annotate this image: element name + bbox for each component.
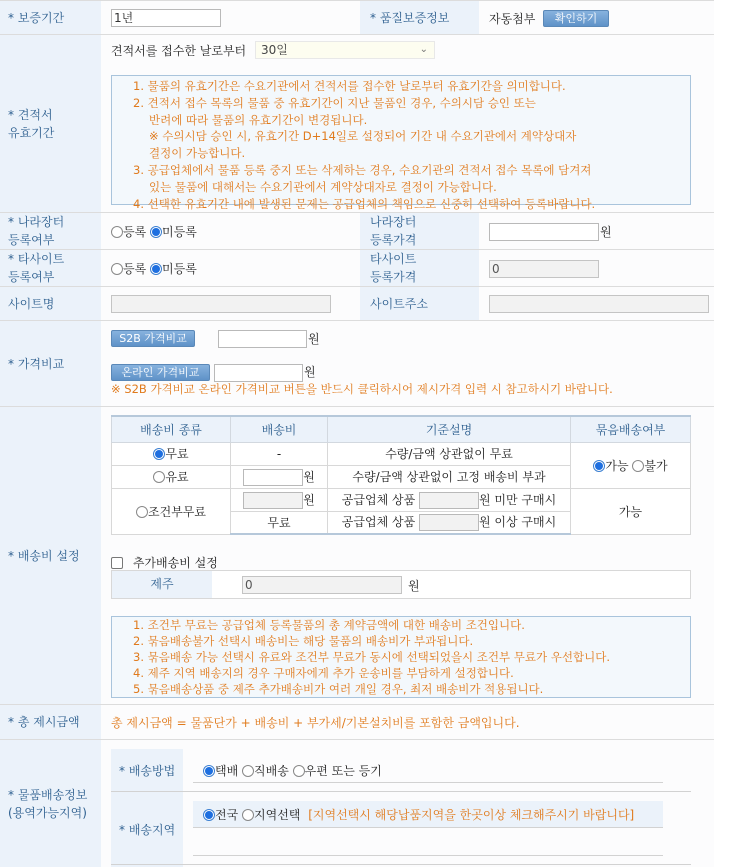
divider (111, 791, 691, 792)
notice-line: 결정이 가능합니다. (149, 146, 246, 161)
region-radio-select[interactable] (242, 809, 254, 821)
other-site-label-line2: 등록여부 (8, 270, 55, 284)
warranty-label: * 보증기간 (0, 1, 101, 34)
quote-validity-label-line2: 유효기간 (8, 125, 55, 140)
delivery-label-line2: (용역가능지역) (8, 805, 87, 820)
notice-line: 4. 제주 지역 배송지의 경우 구매자에게 추가 운송비를 부담하게 설정합니다. (133, 666, 514, 680)
quality-confirm-button[interactable]: 확인하기 (543, 10, 609, 27)
other-site-label-line1: * 타사이트 (8, 252, 65, 266)
quote-validity-label-line1: * 견적서 (8, 107, 53, 122)
col-header: 기준설명 (328, 416, 571, 442)
notice-line: 있는 물품에 대해서는 수요기관에서 계약상대자로 결정이 가능합니다. (149, 179, 497, 194)
nara-price-input[interactable] (489, 223, 599, 241)
other-site-radio-unregistered-label: 미등록 (162, 262, 197, 276)
nara-price-unit: 원 (600, 225, 612, 239)
site-url-input[interactable] (489, 295, 709, 313)
quote-validity-row (0, 35, 714, 213)
region-radio-nationwide[interactable] (203, 809, 215, 821)
nara-label-line1: * 나라장터 (8, 215, 65, 229)
other-site-price-input[interactable]: 0 (489, 260, 599, 278)
desc-suffix: 원 이상 구매시 (479, 515, 557, 530)
delivery-method-label: * 배송방법 (111, 749, 183, 792)
quality-label: * 품질보증정보 (360, 1, 479, 34)
site-url-label: 사이트주소 (360, 287, 479, 320)
notice-line: 3. 공급업체에서 물품 등록 중지 또는 삭제하는 경우, 수요기관의 견적서 접수 목록에 담겨져 (133, 162, 592, 177)
nara-label (0, 213, 101, 249)
delivery-region-label: * 배송지역 (111, 792, 183, 867)
shipping-fee (231, 465, 328, 488)
nara-row (0, 213, 714, 250)
site-row (0, 287, 714, 321)
shipping-type-label: 무료 (165, 447, 189, 461)
delivery-label-line1: * 물품배송정보 (8, 787, 88, 802)
notice-line: 2. 견적서 접수 목록의 물품 중 유효기간이 지난 물품인 경우, 수의시담 승인 또는 (133, 95, 536, 110)
nara-radio-registered[interactable] (111, 226, 123, 238)
other-site-radio-registered-label: 등록 (123, 262, 147, 276)
bundle-no-label: 불가 (644, 458, 668, 473)
delivery-row (0, 740, 714, 867)
delivery-label (0, 740, 101, 867)
divider (111, 864, 691, 865)
jeju-fee-input[interactable]: 0 (242, 576, 402, 594)
region-label-1: 지역선택 (254, 808, 301, 822)
other-site-label (0, 250, 101, 286)
delivery-method-label-2: 우편 또는 등기 (304, 764, 382, 778)
delivery-radio-parcel[interactable] (203, 765, 215, 777)
desc-prefix: 공급업체 상품 (341, 515, 416, 530)
fee-unit: 원 (303, 492, 315, 507)
jeju-label: 제주 (112, 571, 212, 598)
shipping-fee-free: 무료 (231, 511, 328, 534)
online-price-input[interactable] (214, 364, 303, 382)
desc-suffix: 원 미만 구매시 (479, 492, 557, 507)
bundle-radio-yes[interactable] (593, 460, 605, 472)
site-name-label: 사이트명 (0, 287, 101, 320)
other-site-radio-group (111, 260, 197, 277)
shipping-desc (328, 488, 571, 511)
divider (193, 855, 663, 856)
quote-validity-notice (111, 75, 691, 211)
delivery-method-label-1: 직배송 (254, 764, 289, 778)
bundle-radio-group (571, 442, 691, 488)
warranty-input[interactable]: 1년 (111, 9, 221, 27)
online-price-compare-button[interactable]: 온라인 가격비교 (111, 364, 210, 381)
table-row (112, 442, 691, 465)
shipping-type-free (112, 442, 231, 465)
conditional-above-input[interactable] (419, 514, 479, 531)
paid-fee-input[interactable] (243, 469, 303, 486)
jeju-row (111, 570, 691, 599)
shipping-type-label: 조건부무료 (148, 504, 206, 519)
shipping-desc: 수량/금액 상관없이 무료 (328, 442, 571, 465)
shipping-row (0, 407, 714, 705)
shipping-desc (328, 511, 571, 534)
desc-prefix: 공급업체 상품 (341, 492, 416, 507)
notice-line: 3. 묶음배송 가능 선택시 유료와 조건부 무료가 동시에 선택되었을시 조건부 무료가 우선합니다. (133, 650, 610, 664)
notice-line: 4. 선택한 유효기간 내에 발생된 문제는 공급업체의 책임으로 신중히 선택하여 등록바랍니다. (133, 196, 596, 211)
price-compare-note: ※ S2B 가격비교 온라인 가격비교 버튼을 반드시 클릭하시어 제시가격 입력 시 참고하시기 바랍니다. (111, 382, 613, 396)
shipping-fee (231, 488, 328, 511)
other-site-radio-registered[interactable] (111, 263, 123, 275)
nara-radio-unregistered-label: 미등록 (162, 225, 197, 239)
notice-line: 1. 물품의 유효기간은 수요기관에서 견적서를 접수한 날로부터 유효기간을 의미합니다. (133, 79, 566, 93)
col-header: 배송비 종류 (112, 416, 231, 442)
notice-line: 5. 묶음배송상품 중 제주 추가배송비가 여러 개일 경우, 최저 배송비가 적용됩니다. (133, 682, 544, 696)
quote-validity-prefix: 견적서를 접수한 날로부터 (111, 44, 247, 58)
notice-line: 1. 조건부 무료는 공급업체 등록물품의 총 계약금액에 대한 배송비 조건입니다. (133, 618, 525, 632)
delivery-radio-post[interactable] (293, 765, 305, 777)
online-price-unit: 원 (304, 365, 316, 379)
region-note: [지역선택시 해당납품지역을 한곳이상 체크해주시기 바랍니다] (308, 808, 635, 822)
total-note: 총 제시금액 = 물품단가 + 배송비 + 부가세/기본설치비를 포함한 금액입니다. (111, 716, 520, 730)
fee-unit: 원 (303, 469, 315, 484)
shipping-radio-free[interactable] (153, 448, 165, 460)
total-label: * 총 제시금액 (0, 705, 101, 739)
shipping-fee-table (111, 415, 691, 535)
shipping-notice (111, 616, 691, 698)
total-row (0, 705, 714, 740)
delivery-method-label-0: 택배 (215, 764, 239, 778)
price-compare-row (0, 321, 714, 407)
warranty-row (0, 0, 714, 35)
notice-line: 2. 묶음배송불가 선택시 배송비는 해당 물품의 배송비가 부과됩니다. (133, 634, 474, 648)
conditional-fee-input[interactable] (243, 492, 303, 509)
other-site-price-label-line2: 등록가격 (370, 270, 417, 284)
conditional-below-input[interactable] (419, 492, 479, 509)
notice-line: 반려에 따라 물품의 유효기간이 변경됩니다. (149, 112, 368, 127)
nara-price-label-line1: 나라장터 (370, 215, 417, 229)
delivery-radio-direct[interactable] (242, 765, 254, 777)
bundle-yes-label: 가능 (605, 458, 629, 473)
extra-shipping-checkbox[interactable] (111, 557, 123, 569)
site-name-input[interactable] (111, 295, 331, 313)
nara-price-label (360, 213, 479, 249)
other-site-price-label (360, 250, 479, 286)
nara-radio-registered-label: 등록 (123, 225, 147, 239)
notice-line: ※ 수의시담 승인 시, 유효기간 D+14일로 설정되어 기간 내 수요기관에서 계약상대자 (149, 129, 577, 144)
bundle-conditional: 가능 (571, 488, 691, 534)
shipping-desc: 수량/금액 상관없이 고정 배송비 부과 (328, 465, 571, 488)
shipping-radio-conditional[interactable] (136, 506, 148, 518)
nara-label-line2: 등록여부 (8, 233, 55, 247)
nara-price-label-line2: 등록가격 (370, 233, 417, 247)
shipping-type-label: 유료 (165, 470, 189, 484)
other-site-row (0, 250, 714, 287)
region-label-0: 전국 (215, 808, 239, 822)
nara-radio-group (111, 223, 197, 240)
delivery-region-radios (203, 806, 634, 823)
extra-shipping-setting (111, 554, 218, 571)
shipping-type-conditional (112, 488, 231, 534)
shipping-fee: - (231, 442, 328, 465)
shipping-radio-paid[interactable] (153, 471, 165, 483)
table-row (112, 488, 691, 511)
jeju-fee-unit: 원 (408, 579, 420, 593)
quality-auto-attach: 자동첨부 (489, 12, 536, 26)
quote-validity-select[interactable] (255, 41, 435, 59)
shipping-type-paid (112, 465, 231, 488)
price-compare-label: * 가격비교 (0, 321, 101, 406)
quote-validity-label (0, 35, 101, 212)
s2b-price-unit: 원 (308, 332, 320, 346)
divider (193, 782, 663, 783)
s2b-price-input[interactable] (218, 330, 307, 348)
chevron-down-icon: ⌄ (419, 44, 428, 55)
col-header: 배송비 (231, 416, 328, 442)
shipping-label: * 배송비 설정 (0, 407, 101, 704)
other-site-price-label-line1: 타사이트 (370, 252, 417, 266)
extra-shipping-label: 추가배송비 설정 (132, 556, 218, 570)
nara-radio-unregistered[interactable] (150, 226, 162, 238)
delivery-method-radios (203, 762, 382, 779)
other-site-radio-unregistered[interactable] (150, 263, 162, 275)
s2b-price-compare-button[interactable]: S2B 가격비교 (111, 330, 195, 347)
quote-validity-select-value: 30일 (261, 43, 288, 57)
col-header: 묶음배송여부 (571, 416, 691, 442)
bundle-radio-no[interactable] (632, 460, 644, 472)
